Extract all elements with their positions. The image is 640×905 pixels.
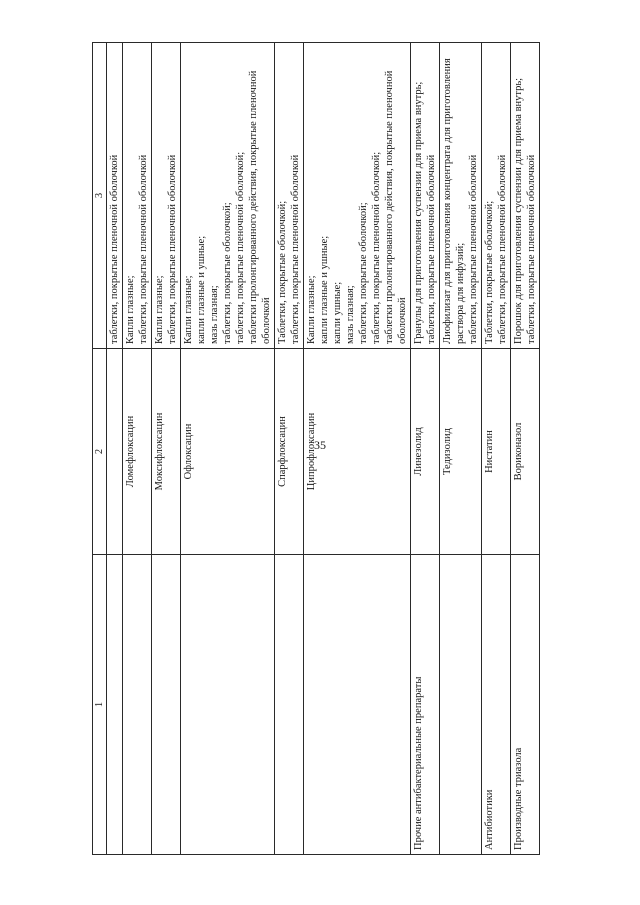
group-cell [275, 555, 304, 855]
dosage-forms-cell: Капли глазные; таблетки, покрытые пленочной оболочкой [123, 43, 152, 349]
dosage-forms-cell: Капли глазные; капли глазные и ушные; капли ушные; мазь глазная; таблетки, покрытые оболочкой; таблетки, покрытые пленочной оболочкой; таблетки пролонгированного действия, покрытые пленочной оболочкой [304, 43, 411, 349]
drug-name-cell: Моксифлоксацин [152, 349, 181, 555]
drug-name-cell: Ломефлоксацин [123, 349, 152, 555]
drug-name-cell: Вориконазол [511, 349, 540, 555]
header-cell-3: 3 [93, 43, 107, 349]
table-row [440, 43, 482, 855]
group-cell [304, 555, 411, 855]
table-row [123, 43, 152, 855]
drug-name-cell [107, 349, 123, 555]
header-cell-2: 2 [93, 349, 107, 555]
page-number: 35 [314, 438, 326, 452]
group-cell [440, 555, 482, 855]
group-cell [123, 555, 152, 855]
group-cell: Производные триазола [511, 555, 540, 855]
table-row [181, 43, 275, 855]
dosage-forms-cell: Таблетки, покрытые оболочкой; таблетки, покрытые пленочной оболочкой [275, 43, 304, 349]
drug-name-cell: Нистатин [482, 349, 511, 555]
dosage-forms-cell: Гранулы для приготовления суспензии для приема внутрь; таблетки, покрытые пленочной оболочкой [411, 43, 440, 349]
table-row [511, 43, 540, 855]
dosage-forms-cell: Порошок для приготовления суспензии для приема внутрь; таблетки, покрытые пленочной оболочкой [511, 43, 540, 349]
drug-name-cell: Тедизолид [440, 349, 482, 555]
group-cell: Антибиотики [482, 555, 511, 855]
group-cell [107, 555, 123, 855]
group-cell [152, 555, 181, 855]
drug-name-cell: Линезолид [411, 349, 440, 555]
header-cell-1: 1 [93, 555, 107, 855]
dosage-forms-cell: Капли глазные; капли глазные и ушные; мазь глазная; таблетки, покрытые оболочкой; таблетки, покрытые пленочной оболочкой; таблетки пролонгированного действия, покрытые пленочной оболочкой [181, 43, 275, 349]
group-cell [181, 555, 275, 855]
table-row [482, 43, 511, 855]
dosage-forms-cell: Капли глазные; таблетки, покрытые пленочной оболочкой [152, 43, 181, 349]
dosage-forms-cell: Лиофилизат для приготовления концентрата для приготовления раствора для инфузий; таблетки, покрытые пленочной оболочкой [440, 43, 482, 349]
dosage-forms-cell: таблетки, покрытые пленочной оболочкой [107, 43, 123, 349]
table-header-row [93, 43, 107, 855]
table-row [411, 43, 440, 855]
drug-name-cell: Офлоксацин [181, 349, 275, 555]
table-row [275, 43, 304, 855]
table-row [152, 43, 181, 855]
group-cell: Прочие антибактериальные препараты [411, 555, 440, 855]
table-row [304, 43, 411, 855]
table-row [107, 43, 123, 855]
drug-name-cell: Спарфлоксацин [275, 349, 304, 555]
drug-name-cell: Ципрофлоксацин [304, 349, 411, 555]
dosage-forms-cell: Таблетки, покрытые оболочкой; таблетки, покрытые пленочной оболочкой [482, 43, 511, 349]
drug-table [92, 42, 540, 855]
